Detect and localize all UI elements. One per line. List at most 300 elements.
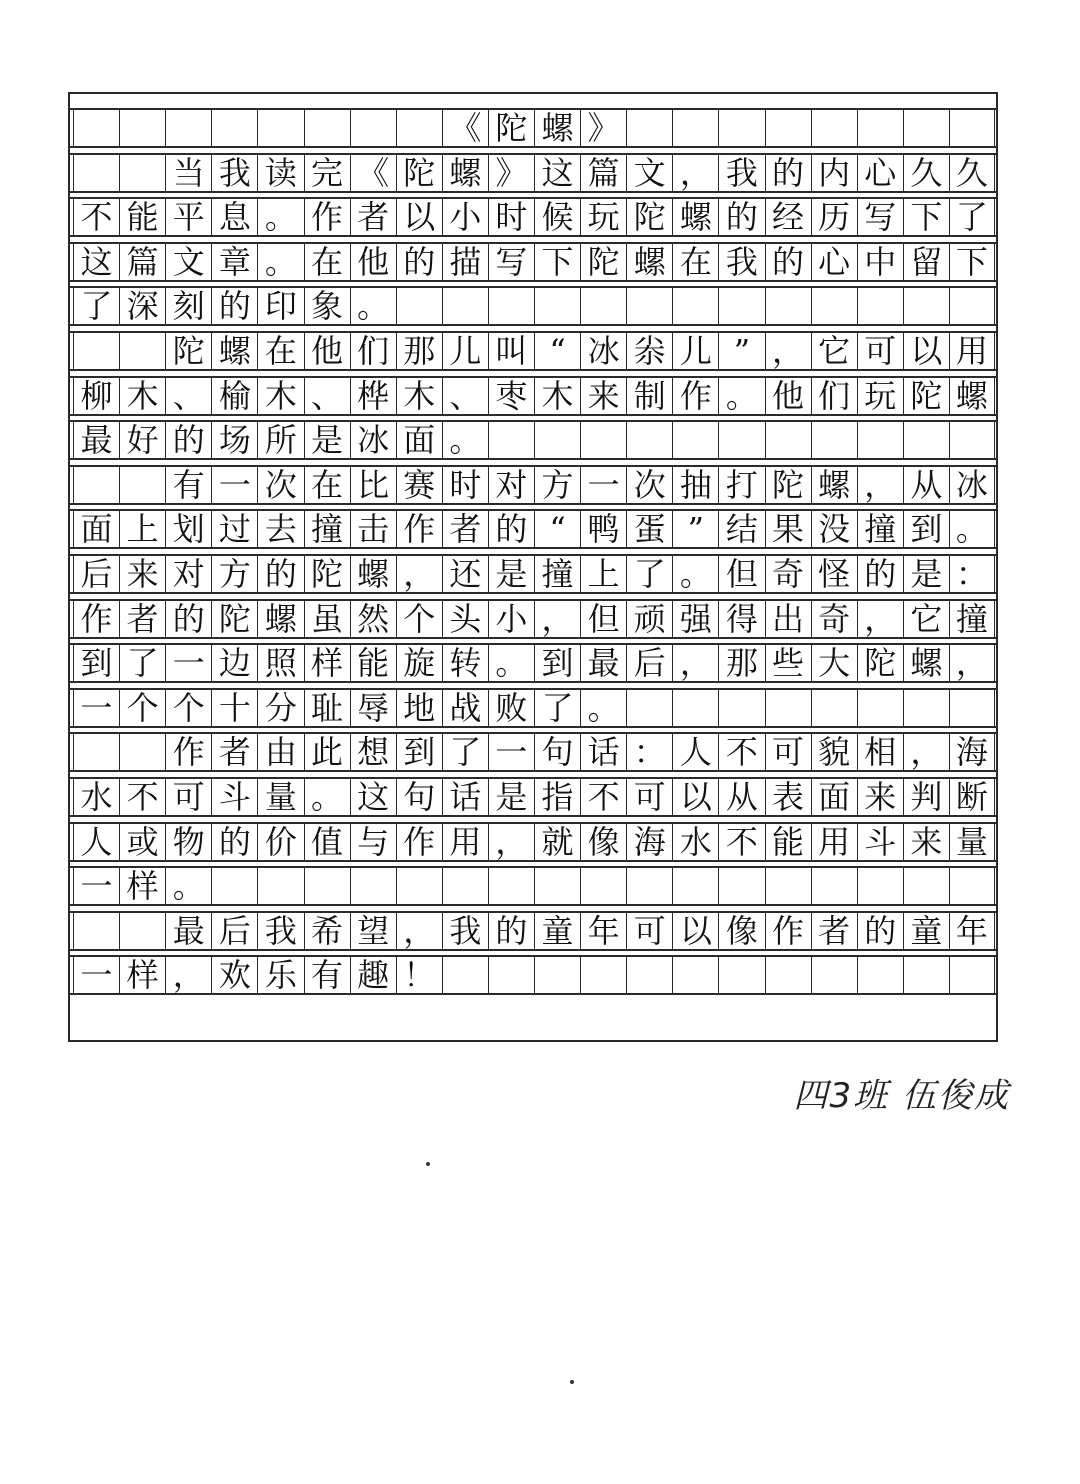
grid-cell: 但 [580,601,626,637]
grid-cell: ， [765,333,811,369]
grid-cell: 到 [534,645,580,681]
grid-cell: 这 [350,779,396,815]
grid-cell: ， [672,645,718,681]
grid-cell [119,110,165,146]
grid-cell: 像 [580,824,626,860]
grid-cell: 指 [534,779,580,815]
grid-cell: 来 [857,779,903,815]
grid-cell: 量 [257,779,303,815]
grid-cell: 螺 [672,199,718,235]
grid-cell: 样 [304,645,350,681]
grid-cell [857,288,903,324]
text-row [70,732,996,772]
grid-cell: 当 [165,155,211,191]
grid-cell [396,288,442,324]
grid-cell [626,690,672,726]
grid-cell: 这 [73,244,119,280]
grid-cell: 旋 [396,645,442,681]
grid-cell: 以 [672,913,718,949]
grid-cell: 的 [718,199,764,235]
grid-cell: 中 [857,244,903,280]
grid-cell: 个 [165,690,211,726]
grid-cell [626,868,672,904]
grid-cell: 能 [119,199,165,235]
grid-cell: 小 [488,601,534,637]
grid-cell: 、 [304,378,350,414]
grid-cell [626,288,672,324]
grid-cell: 我 [257,913,303,949]
grid-cell [718,868,764,904]
grid-cell: 这 [534,155,580,191]
grid-cell [857,957,903,993]
grid-cell: 作 [396,511,442,547]
ink-speck [570,1380,574,1384]
grid-cell: 去 [257,511,303,547]
grid-cell: 到 [73,645,119,681]
grid-cell: 不 [73,199,119,235]
grid-cell [765,868,811,904]
grid-cell: 》 [488,155,534,191]
grid-cell: 我 [211,155,257,191]
grid-cell [488,288,534,324]
grid-cell: 所 [257,422,303,458]
grid-cell: 作 [165,734,211,770]
grid-cell: 螺 [626,244,672,280]
grid-cell: 章 [211,244,257,280]
grid-cell [718,957,764,993]
grid-cell: 过 [211,511,257,547]
grid-cell: 写 [488,244,534,280]
grid-cell: 它 [811,333,857,369]
grid-cell: 奇 [765,556,811,592]
grid-cell [811,868,857,904]
grid-cell: 上 [580,556,626,592]
grid-cell: 但 [718,556,764,592]
grid-cell: 了 [534,690,580,726]
grid-cell: 海 [949,734,995,770]
grid-cell [672,957,718,993]
text-row [70,955,996,995]
grid-cell: 平 [165,199,211,235]
title-row [70,108,996,148]
grid-cell: 息 [211,199,257,235]
composition-grid-paper [68,92,998,1042]
grid-cell: 印 [257,288,303,324]
grid-cell: 次 [257,467,303,503]
grid-cell [211,868,257,904]
grid-cell: ， [396,556,442,592]
grid-cell [119,913,165,949]
text-row [70,554,996,594]
grid-cell: 到 [396,734,442,770]
grid-cell: 螺 [949,378,995,414]
grid-cell: 转 [442,645,488,681]
grid-cell [211,110,257,146]
grid-cell: ， [949,645,995,681]
grid-cell [765,288,811,324]
grid-cell: 可 [626,913,672,949]
grid-cell: 。 [442,422,488,458]
grid-cell: ， [857,601,903,637]
grid-cell: 。 [488,645,534,681]
grid-cell: 完 [304,155,350,191]
grid-cell: 次 [626,467,672,503]
grid-cell: 柳 [73,378,119,414]
grid-cell [903,868,949,904]
grid-cell: 场 [211,422,257,458]
grid-cell [765,422,811,458]
grid-cell: 木 [119,378,165,414]
grid-cell: 童 [534,913,580,949]
grid-cell [857,422,903,458]
grid-cell [626,422,672,458]
grid-cell [949,957,995,993]
grid-cell: 水 [73,779,119,815]
grid-cell: 斗 [211,779,257,815]
grid-cell: 它 [903,601,949,637]
grid-cell [949,868,995,904]
text-row [70,242,996,282]
grid-cell [257,110,303,146]
grid-cell [580,288,626,324]
grid-cell [534,868,580,904]
grid-cell: 能 [765,824,811,860]
grid-cell: 螺 [442,155,488,191]
grid-cell: 《 [442,110,488,146]
grid-cell: 像 [718,913,764,949]
grid-cell: 心 [857,155,903,191]
grid-cell: 在 [304,244,350,280]
grid-cell [534,422,580,458]
grid-cell: 句 [534,734,580,770]
grid-cell: 的 [165,601,211,637]
grid-cell: 久 [949,155,995,191]
author-signature: 四3班 伍俊成 [793,1076,1010,1116]
grid-cell: 不 [580,779,626,815]
grid-cell: 样 [119,868,165,904]
grid-cell: 者 [119,601,165,637]
grid-cell [534,957,580,993]
grid-cell: 斗 [857,824,903,860]
grid-cell [534,288,580,324]
grid-cell: 打 [718,467,764,503]
grid-cell: 头 [442,601,488,637]
grid-cell: 撞 [534,556,580,592]
grid-cell [442,868,488,904]
grid-cell: 的 [257,556,303,592]
grid-cell [718,288,764,324]
grid-cell: 不 [718,734,764,770]
grid-cell: 赛 [396,467,442,503]
grid-cell: 望 [350,913,396,949]
grid-cell [672,690,718,726]
grid-cell: 一 [211,467,257,503]
grid-cell: 写 [857,199,903,235]
grid-cell: 陀 [903,378,949,414]
grid-cell [119,155,165,191]
text-row [70,509,996,549]
grid-cell: 撞 [857,511,903,547]
grid-cell [396,868,442,904]
grid-cell: 上 [119,511,165,547]
grid-cell: 篇 [119,244,165,280]
grid-cell: 撞 [949,601,995,637]
grid-cell: 乐 [257,957,303,993]
grid-cell [903,957,949,993]
grid-cell: 陀 [211,601,257,637]
grid-cell: 方 [534,467,580,503]
grid-cell: 趣 [350,957,396,993]
grid-cell [903,110,949,146]
grid-cell [626,110,672,146]
grid-cell: 断 [949,779,995,815]
grid-cell: 一 [488,734,534,770]
grid-cell [73,467,119,503]
grid-cell: 下 [534,244,580,280]
grid-cell: 或 [119,824,165,860]
grid-cell: 貌 [811,734,857,770]
grid-cell: 玩 [580,199,626,235]
text-row [70,197,996,237]
grid-cell: 是 [488,556,534,592]
grid-cell: 时 [442,467,488,503]
grid-cell: 、 [442,378,488,414]
grid-cell [626,957,672,993]
grid-cell: ， [165,957,211,993]
grid-cell: 果 [765,511,811,547]
grid-cell: 我 [718,244,764,280]
grid-cell [903,288,949,324]
grid-cell: 样 [119,957,165,993]
grid-cell: 后 [626,645,672,681]
grid-cell: 的 [165,422,211,458]
grid-cell: 照 [257,645,303,681]
grid-cell: 价 [257,824,303,860]
grid-cell: 蛋 [626,511,672,547]
text-row [70,777,996,817]
grid-cell: 下 [903,199,949,235]
grid-cell [718,422,764,458]
grid-cell [857,868,903,904]
grid-cell [811,110,857,146]
grid-cell: 读 [257,155,303,191]
text-row [70,866,996,906]
grid-cell: 我 [442,913,488,949]
grid-cell: ， [672,155,718,191]
grid-cell: 边 [211,645,257,681]
grid-cell: 以 [672,779,718,815]
grid-cell: 鸭 [580,511,626,547]
grid-cell: 十 [211,690,257,726]
grid-cell: 是 [903,556,949,592]
grid-cell: 对 [488,467,534,503]
grid-cell [672,868,718,904]
grid-cell: 了 [119,645,165,681]
grid-cell: 作 [73,601,119,637]
grid-cell: 们 [811,378,857,414]
grid-cell: 木 [534,378,580,414]
grid-cell: 用 [949,333,995,369]
grid-cell: 相 [857,734,903,770]
grid-cell [765,690,811,726]
grid-cell: 们 [350,333,396,369]
grid-cell: 的 [857,556,903,592]
grid-cell: 一 [73,690,119,726]
grid-cell: ， [857,467,903,503]
grid-cell: 的 [488,511,534,547]
grid-cell: 来 [903,824,949,860]
grid-cell: 在 [672,244,718,280]
grid-cell: 些 [765,645,811,681]
grid-cell: 的 [765,155,811,191]
grid-cell: 由 [257,734,303,770]
grid-cell: 了 [626,556,672,592]
grid-cell: 句 [396,779,442,815]
grid-cell: 的 [396,244,442,280]
grid-cell: 有 [304,957,350,993]
grid-cell: 。 [257,199,303,235]
grid-cell: 到 [903,511,949,547]
grid-cell: 螺 [811,467,857,503]
grid-cell: 划 [165,511,211,547]
grid-cell: 分 [257,690,303,726]
grid-cell: 者 [211,734,257,770]
grid-cell [765,957,811,993]
grid-cell: 好 [119,422,165,458]
grid-cell: “ [534,511,580,547]
grid-cell: 强 [672,601,718,637]
grid-cell: 。 [304,779,350,815]
grid-cell: 从 [903,467,949,503]
grid-cell [857,110,903,146]
grid-cell: 作 [304,199,350,235]
grid-cell [73,110,119,146]
grid-cell: 方 [211,556,257,592]
grid-cell: 。 [257,244,303,280]
grid-cell: 年 [580,913,626,949]
grid-cell: 海 [626,824,672,860]
grid-cell: 描 [442,244,488,280]
grid-cell [119,333,165,369]
grid-cell [949,110,995,146]
grid-cell: 陀 [857,645,903,681]
grid-cell [73,333,119,369]
grid-cell: 玩 [857,378,903,414]
grid-cell: 深 [119,288,165,324]
grid-cell: 《 [350,155,396,191]
grid-cell: 比 [350,467,396,503]
grid-cell: 者 [811,913,857,949]
grid-cell: 螺 [257,601,303,637]
grid-cell: 不 [718,824,764,860]
grid-cell: “ [534,333,580,369]
grid-cell [672,422,718,458]
grid-cell [73,155,119,191]
grid-cell: 象 [304,288,350,324]
grid-cell: 话 [442,779,488,815]
grid-cell: 得 [718,601,764,637]
grid-cell [949,690,995,726]
grid-cell: 冰 [949,467,995,503]
grid-cell: 冰 [350,422,396,458]
grid-cell: 以 [396,199,442,235]
grid-cell: 击 [350,511,396,547]
grid-cell [949,288,995,324]
grid-cell: 文 [626,155,672,191]
grid-cell: 童 [903,913,949,949]
grid-cell: 作 [396,824,442,860]
text-row [70,420,996,460]
grid-cell [903,422,949,458]
grid-cell: 候 [534,199,580,235]
grid-cell: 结 [718,511,764,547]
grid-cell: 桦 [350,378,396,414]
grid-cell: 一 [165,645,211,681]
grid-cell: 表 [765,779,811,815]
grid-cell: 的 [857,913,903,949]
grid-cell: 陀 [626,199,672,235]
grid-cell: 制 [626,378,672,414]
grid-cell: 螺 [903,645,949,681]
grid-cell: 他 [350,244,396,280]
grid-cell: 儿 [672,333,718,369]
grid-cell: 那 [718,645,764,681]
grid-cell: 陀 [765,467,811,503]
grid-cell [442,288,488,324]
grid-cell: 从 [718,779,764,815]
grid-cell [304,868,350,904]
grid-cell: 陀 [488,110,534,146]
grid-cell: ， [396,913,442,949]
grid-cell: 可 [857,333,903,369]
grid-cell: 有 [165,467,211,503]
grid-cell: ， [903,734,949,770]
grid-cell: 没 [811,511,857,547]
grid-cell: 历 [811,199,857,235]
grid-cell [718,110,764,146]
grid-cell [811,957,857,993]
grid-cell [304,110,350,146]
grid-cell: 。 [718,378,764,414]
grid-cell: 出 [765,601,811,637]
grid-cell: ： [626,734,672,770]
grid-cell: ， [534,601,580,637]
grid-cell: 值 [304,824,350,860]
grid-cell: 大 [811,645,857,681]
grid-cell: 他 [765,378,811,414]
grid-cell [488,957,534,993]
grid-cell [580,422,626,458]
grid-cell: 此 [304,734,350,770]
grid-cell: 奇 [811,601,857,637]
grid-cell: 陀 [396,155,442,191]
text-row [70,911,996,951]
grid-cell: 个 [119,690,165,726]
grid-cell: 冰 [580,333,626,369]
grid-cell: 在 [304,467,350,503]
grid-cell: ， [488,824,534,860]
grid-cell: 然 [350,601,396,637]
grid-cell: 来 [580,378,626,414]
grid-cell: 以 [903,333,949,369]
grid-cell: 了 [949,199,995,235]
grid-cell: 榆 [211,378,257,414]
grid-cell: 用 [811,824,857,860]
grid-cell: 年 [949,913,995,949]
grid-cell: 败 [488,690,534,726]
grid-cell: 刻 [165,288,211,324]
grid-cell [580,957,626,993]
